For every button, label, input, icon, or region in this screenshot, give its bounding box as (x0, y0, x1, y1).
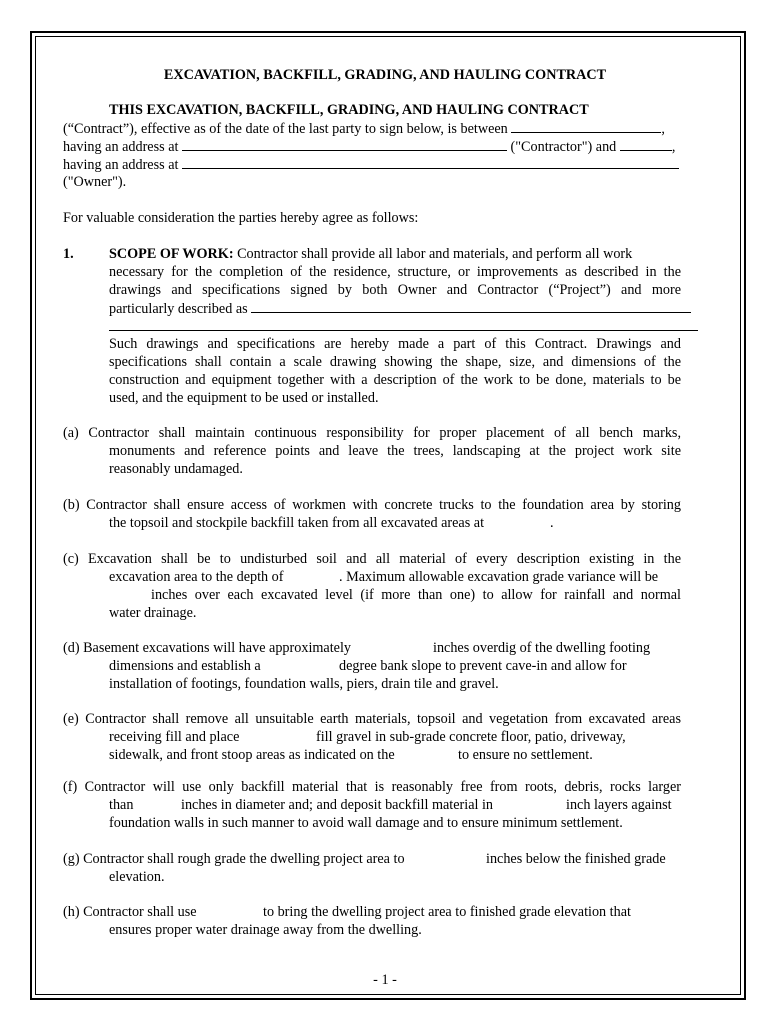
clause-b-line-2: the topsoil and stockpile backfill taken from all excavated areas at (109, 515, 485, 531)
clause-e-line-2b: fill gravel in sub-grade concrete floor, patio, driveway, (316, 729, 626, 745)
clause-g-line-1a: (g) Contractor shall rough grade the dwelling project area to (63, 851, 405, 867)
clause-f-line-2b: inches in diameter and; and deposit backfill material in (181, 797, 494, 813)
clause-d-line-2b: degree bank slope to prevent cave-in and allow for (339, 658, 627, 674)
intro-line-1: (“Contract”), effective as of the date of the last party to sign below, is between , (63, 121, 665, 137)
clause-h-line-1a: (h) Contractor shall use (63, 904, 197, 920)
section-1-line-1-text: Contractor shall provide all labor and materials, and perform all work (237, 246, 633, 262)
clause-f-line-2a: than (109, 797, 134, 813)
clause-f-line-1: (f) Contractor will use only backfill material that is reasonably free from roots, debris, rocks larger (63, 779, 681, 795)
section-1-heading: SCOPE OF WORK: (109, 246, 234, 262)
section-1-line-1 (109, 245, 632, 263)
clause-g-line-2: elevation. (109, 869, 165, 885)
contractor-label: ("Contractor") and (510, 139, 617, 155)
intro-line-2: having an address at ("Contractor") and , (63, 139, 676, 155)
intro-line-3 (63, 155, 679, 174)
clause-c-line-3: inches over each excavated level (if more than one) to allow for rainfall and normal (151, 587, 681, 603)
clause-h-line-2: ensures proper water drainage away from the dwelling. (109, 922, 422, 938)
section-1-para-2-line-1: Such drawings and specifications are hereby made a part of this Contract. Drawings and (109, 336, 681, 352)
intro-heading: THIS EXCAVATION, BACKFILL, GRADING, AND HAULING CONTRACT (109, 102, 589, 118)
intro-line-3-text: having an address at (63, 157, 179, 173)
section-1-line-4-text: particularly described as (109, 301, 248, 317)
section-1-line-4 (109, 299, 691, 318)
owner-name-blank[interactable] (620, 137, 672, 151)
project-description-blank-2[interactable] (109, 330, 698, 331)
clause-c-line-2a: excavation area to the depth of (109, 569, 284, 585)
clause-d-line-2a: dimensions and establish a (109, 658, 261, 674)
clause-d-line-3: installation of footings, foundation walls, piers, drain tile and gravel. (109, 676, 499, 692)
section-1-para-2-line-3: construction and equipment together with a description of the work to be done, materials to be (109, 372, 681, 388)
clause-b-line-1: (b) Contractor shall ensure access of workmen with concrete trucks to the foundation area by storing (63, 497, 681, 513)
clause-a-line-1: (a) Contractor shall maintain continuous responsibility for proper placement of all bench marks, (63, 425, 681, 441)
clause-h-line-1b: to bring the dwelling project area to finished grade elevation that (263, 904, 631, 920)
clause-e-line-2a: receiving fill and place (109, 729, 240, 745)
clause-g-line-1b: inches below the finished grade (486, 851, 666, 867)
consideration-text: For valuable consideration the parties hereby agree as follows: (63, 210, 419, 226)
clause-d-line-1a: (d) Basement excavations will have approximately (63, 640, 351, 656)
section-1-line-2: necessary for the completion of the residence, structure, or improvements as described in the (109, 264, 681, 280)
page-number: - 1 - (373, 972, 397, 988)
clause-e-line-3b: to ensure no settlement. (458, 747, 593, 763)
intro-line-4: ("Owner"). (63, 174, 127, 190)
clause-c-line-2b: . Maximum allowable excavation grade variance will be (339, 569, 659, 585)
clause-e-line-1: (e) Contractor shall remove all unsuitable earth materials, topsoil and vegetation from excavated areas (63, 711, 681, 727)
document-title: EXCAVATION, BACKFILL, GRADING, AND HAULING CONTRACT (163, 67, 607, 83)
section-1-line-3: drawings and specifications signed by both Owner and Contractor (“Project”) and more (109, 282, 681, 298)
owner-address-blank[interactable] (182, 155, 679, 169)
party-name-blank[interactable] (511, 119, 661, 133)
intro-line-2-text: having an address at (63, 139, 179, 155)
clause-a-line-3: reasonably undamaged. (109, 461, 243, 477)
clause-c-line-1: (c) Excavation shall be to undisturbed soil and all material of every description existing in the (63, 551, 681, 567)
section-1-para-2-line-2: specifications shall contain a scale drawing showing the shape, size, and dimensions of the (109, 354, 681, 370)
section-1-para-2-line-4: used, and the equipment to be used or installed. (109, 390, 379, 406)
section-1-number: 1. (63, 246, 74, 262)
intro-line-1-text: (“Contract”), effective as of the date of the last party to sign below, is between (63, 121, 508, 137)
clause-f-line-2c: inch layers against (566, 797, 672, 813)
clause-a-line-2: monuments and reference points and leave the trees, landscaping at the project work site (109, 443, 681, 459)
project-description-blank[interactable] (251, 299, 691, 313)
contractor-address-blank[interactable] (182, 137, 507, 151)
clause-d-line-1b: inches overdig of the dwelling footing (433, 640, 651, 656)
clause-c-line-4: water drainage. (109, 605, 197, 621)
clause-e-line-3a: sidewalk, and front stoop areas as indicated on the (109, 747, 395, 763)
clause-f-line-3: foundation walls in such manner to avoid wall damage and to ensure minimum settlement. (109, 815, 623, 831)
clause-b-period: . (550, 515, 554, 531)
